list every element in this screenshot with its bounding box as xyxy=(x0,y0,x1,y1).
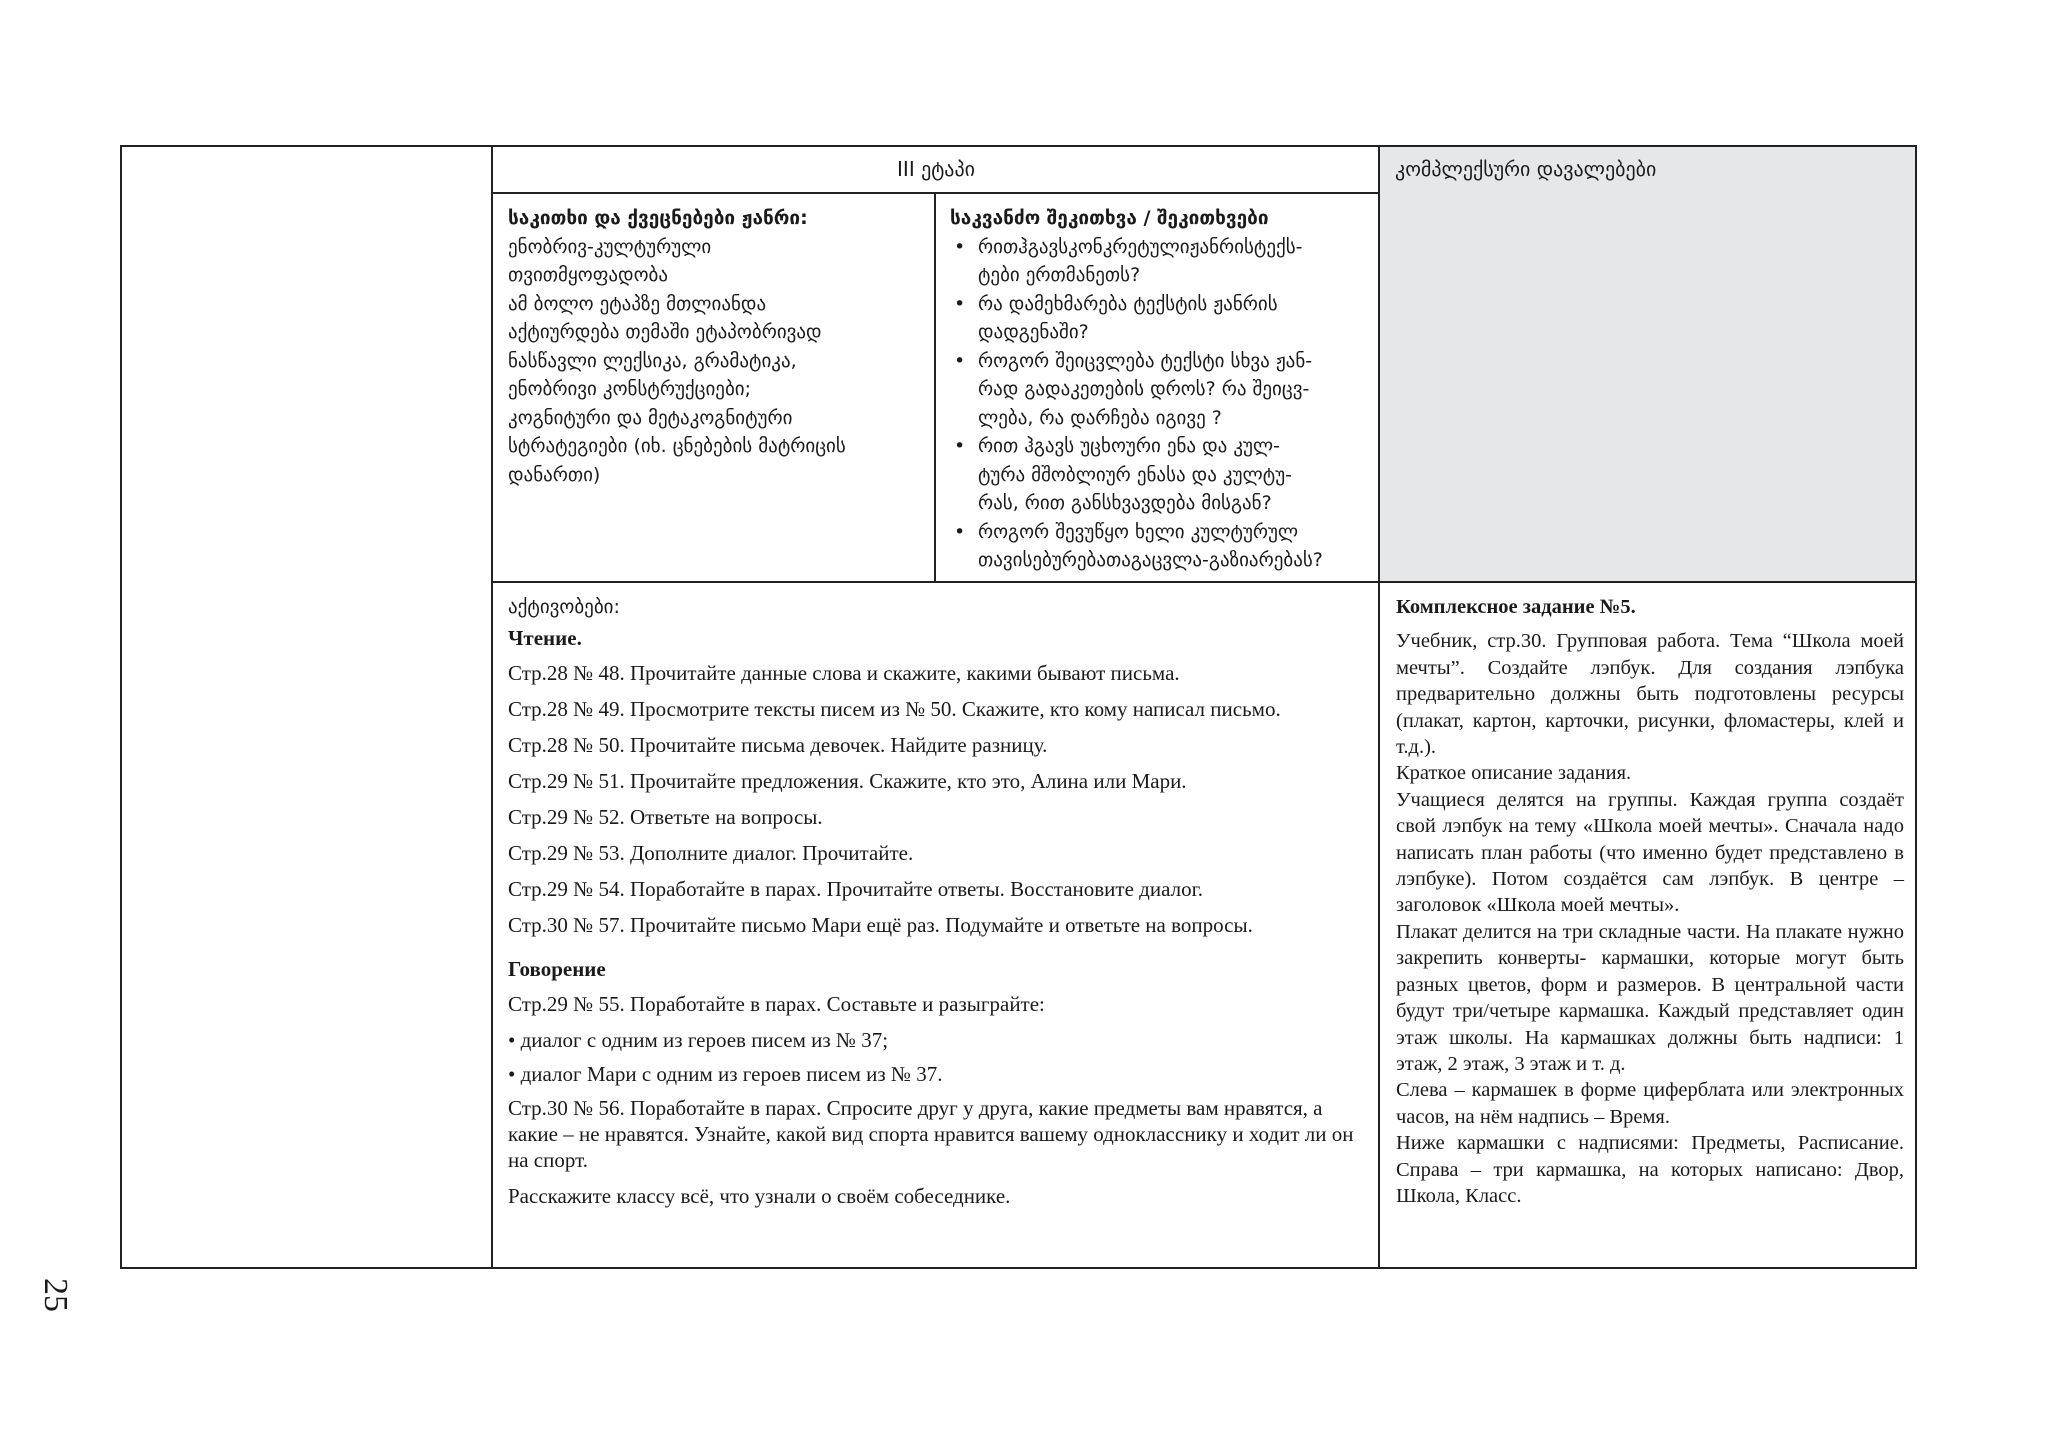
reading-title: Чтение. xyxy=(508,626,582,650)
topic-line: თვითმყოფადობა xyxy=(508,264,668,286)
key-question-line: • რითჰგავსკონკრეტულიჟანრისტექს- xyxy=(978,235,1303,258)
stage-header-divider xyxy=(491,192,1380,194)
key-question-line: • რით ჰგავს უცხოური ენა და კულ- xyxy=(978,435,1281,457)
complex-task-paragraph: Ниже кармашки с надписями: Предметы, Расписание. Справа – три кармашка, на которых написано: Двор, Школа, Класс. xyxy=(1396,1132,1904,1207)
reading-activity: Стр.28 № 49. Просмотрите тексты писем из № 50. Скажите, кто кому написал письмо. xyxy=(508,697,1281,721)
speaking-title: Говорение xyxy=(508,957,606,981)
complex-task-title: Комплексное задание №5. xyxy=(1396,596,1636,618)
key-question-line: რას, რით განსხვავდება მისგან? xyxy=(978,492,1272,514)
topic-line: აქტიურდება თემაში ეტაპობრივად xyxy=(508,321,822,343)
topic-line: კოგნიტური და მეტაკოგნიტური xyxy=(508,406,793,429)
topic-line: დანართი) xyxy=(508,463,601,486)
reading-activity: Стр.28 № 48. Прочитайте данные слова и скажите, какими бывают письма. xyxy=(508,661,1180,685)
key-question-line: • როგორ შეიცვლება ტექსტი სხვა ჟან- xyxy=(978,349,1313,372)
reading-activity: Стр.29 № 53. Дополните диалог. Прочитайте. xyxy=(508,841,914,865)
key-question-item xyxy=(950,290,1370,347)
row-divider xyxy=(491,581,1917,583)
topic-line: ამ ბოლო ეტაპზე მთლიანდა xyxy=(508,292,767,315)
key-question-line: • რა დამეხმარება ტექსტის ჟანრის xyxy=(978,292,1278,315)
speaking-activity: Стр.29 № 55. Поработайте в парах. Составьте и разыграйте: xyxy=(508,992,1045,1016)
topic-cell xyxy=(508,204,928,489)
key-question-item xyxy=(950,432,1370,518)
reading-activity: Стр.30 № 57. Прочитайте письмо Мари ещё раз. Подумайте и ответьте на вопросы. xyxy=(508,913,1253,937)
key-questions-cell xyxy=(950,204,1370,575)
key-question-item xyxy=(950,347,1370,433)
key-question-line: • როგორ შევუწყო ხელი კულტურულ xyxy=(978,520,1299,543)
complex-task-paragraph: Учащиеся делятся на группы. Каждая группа создаёт свой лэпбук на тему «Школа моей мечты». Сначала надо написать план работы (что именно будет представлено в лэпбуке). Потом создаётся сам лэпбук. В центре – заголовок «Школа моей мечты». xyxy=(1396,788,1904,917)
key-question-line: თავისებურებათაგაცვლა-გაზიარებას? xyxy=(978,549,1323,571)
column-divider-3 xyxy=(1378,145,1380,1269)
topic-line: სტრატეგიები (იხ. ცნებების მატრიცის xyxy=(508,435,846,457)
key-questions-heading: საკვანძო შეკითხვა / შეკითხვები xyxy=(950,207,1269,229)
key-question-line: დადგენაში? xyxy=(978,321,1089,343)
topic-line: ენობრივი კონსტრუქციები; xyxy=(508,378,752,400)
speaking-activity: Расскажите классу всё, что узнали о своём собеседнике. xyxy=(508,1184,1011,1208)
key-question-item xyxy=(950,518,1370,575)
speaking-activity: • диалог с одним из героев писем из № 37; xyxy=(508,1028,889,1052)
reading-activity: Стр.28 № 50. Прочитайте письма девочек. Найдите разницу. xyxy=(508,733,1048,757)
column-divider-1 xyxy=(491,145,493,1269)
complex-task-paragraph: Учебник, стр.30. Групповая работа. Тема “Школа моей мечты”. Создайте лэпбук. Для создания лэпбука предварительно должны быть подготовлены ресурсы (плакат, картон, карточки, рисунки, фломастеры, клей и т.д.). xyxy=(1396,630,1904,759)
speaking-activity: Стр.30 № 56. Поработайте в парах. Спросите друг у друга, какие предметы вам нравятся, а какие – не нравятся. Узнайте, какой вид спорта нравится вашему однокласснику и ходит ли он на спорт. xyxy=(508,1096,1354,1172)
speaking-activity: • диалог Мари с одним из героев писем из № 37. xyxy=(508,1062,943,1086)
topic-heading: საკითხი და ქვეცნებები ჟანრი: xyxy=(508,207,808,229)
complex-tasks-header: კომპლექსური დავალებები xyxy=(1395,157,1657,181)
key-question-line: ტურა მშობლიურ ენასა და კულტუ- xyxy=(978,463,1292,486)
complex-task-cell xyxy=(1396,594,1904,1209)
table-border-left xyxy=(120,145,122,1269)
column-divider-2 xyxy=(934,193,936,582)
complex-task-paragraph: Плакат делится на три складные части. На плакате нужно закрепить конверты- кармашки, которые могут быть разных цветов, форм и размеров. В центральной части будут три/четыре кармашка. Каждый представляет один этаж школы. На кармашках должны быть надписи: 1 этаж, 2 этаж, 3 этаж и т. д. xyxy=(1396,920,1904,1075)
complex-tasks-header-cell xyxy=(1379,146,1916,582)
key-question-line: რად გადაკეთების დროს? რა შეიცვ- xyxy=(978,378,1310,400)
complex-task-paragraph: Слева – кармашек в форме циферблата или электронных часов, на нём надпись – Время. xyxy=(1396,1079,1904,1128)
stage-header: III ეტაპი xyxy=(897,157,975,181)
reading-activity: Стр.29 № 52. Ответьте на вопросы. xyxy=(508,805,823,829)
table-border-right xyxy=(1915,145,1917,1269)
activities-heading: აქტივობები: xyxy=(508,596,620,618)
key-question-line: ლება, რა დარჩება იგივე ? xyxy=(978,406,1222,429)
activities-cell xyxy=(508,593,1368,1219)
reading-activity: Стр.29 № 54. Поработайте в парах. Прочитайте ответы. Восстановите диалог. xyxy=(508,877,1204,901)
complex-task-paragraph: Краткое описание задания. xyxy=(1396,762,1632,785)
key-question-item xyxy=(950,233,1370,290)
table-border-bottom xyxy=(120,1267,1917,1269)
topic-line: ნასწავლი ლექსიკა, გრამატიკა, xyxy=(508,349,797,372)
reading-activity: Стр.29 № 51. Прочитайте предложения. Скажите, кто это, Алина или Мари. xyxy=(508,769,1187,793)
page-number: 25 xyxy=(37,1278,74,1312)
key-question-line: ტები ერთმანეთს? xyxy=(978,264,1141,286)
table-border-top xyxy=(120,145,1917,147)
topic-line: ენობრივ-კულტურული xyxy=(508,235,712,258)
